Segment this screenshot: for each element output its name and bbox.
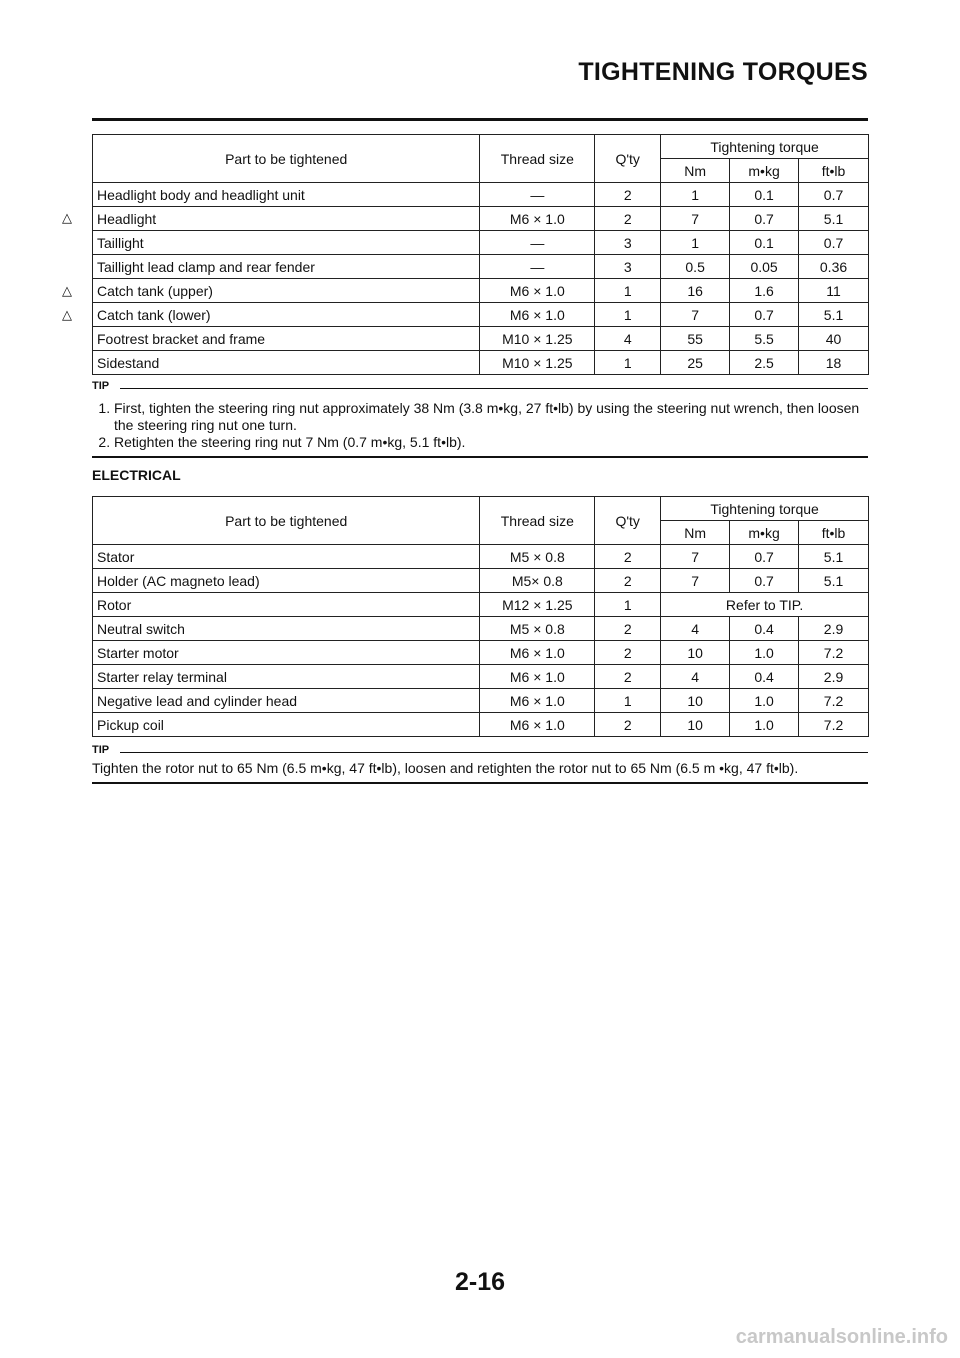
- cell-nm: 16: [661, 279, 730, 303]
- table-row: [93, 183, 869, 207]
- cell-nm: 10: [661, 713, 730, 737]
- table-row: [93, 689, 869, 713]
- cell-part: Holder (AC magneto lead): [93, 569, 480, 593]
- header-mkg: m•kg: [730, 521, 799, 545]
- header-nm: Nm: [661, 521, 730, 545]
- tip-label: TIP: [92, 380, 110, 392]
- section-heading-electrical: ELECTRICAL: [92, 467, 181, 483]
- cell-thread: M5 × 0.8: [480, 617, 595, 641]
- cell-nm: 7: [661, 545, 730, 569]
- cell-thread: M6 × 1.0: [480, 279, 595, 303]
- cell-part: Pickup coil: [93, 713, 480, 737]
- table-row: [93, 545, 869, 569]
- header-torque: Tightening torque: [661, 135, 869, 159]
- cell-qty: 1: [595, 351, 661, 375]
- triangle-mark-icon: △: [62, 282, 72, 298]
- cell-qty: 2: [595, 617, 661, 641]
- cell-nm: 1: [661, 183, 730, 207]
- cell-note: Refer to TIP.: [661, 593, 869, 617]
- cell-part: Stator: [93, 545, 480, 569]
- cell-qty: 2: [595, 545, 661, 569]
- cell-ftlb: 7.2: [799, 689, 869, 713]
- table-row: [93, 303, 869, 327]
- cell-qty: 1: [595, 279, 661, 303]
- header-thread: Thread size: [480, 135, 595, 183]
- cell-qty: 2: [595, 641, 661, 665]
- torque-table-electrical: [92, 496, 869, 737]
- cell-thread: M5× 0.8: [480, 569, 595, 593]
- cell-nm: 4: [661, 617, 730, 641]
- table-row: [93, 351, 869, 375]
- title-rule: [92, 118, 868, 121]
- cell-thread: M6 × 1.0: [480, 713, 595, 737]
- cell-nm: 10: [661, 689, 730, 713]
- header-ftlb: ft•lb: [799, 521, 869, 545]
- cell-part: Negative lead and cylinder head: [93, 689, 480, 713]
- cell-ftlb: 11: [799, 279, 869, 303]
- cell-qty: 1: [595, 303, 661, 327]
- watermark: carmanualsonline.info: [735, 1326, 948, 1348]
- cell-ftlb: 7.2: [799, 713, 869, 737]
- header-torque: Tightening torque: [661, 497, 869, 521]
- cell-mkg: 1.6: [730, 279, 799, 303]
- table-row: [93, 617, 869, 641]
- cell-nm: 0.5: [661, 255, 730, 279]
- cell-qty: 2: [595, 713, 661, 737]
- triangle-mark-icon: △: [62, 210, 72, 226]
- header-part: Part to be tightened: [93, 135, 480, 183]
- cell-mkg: 2.5: [730, 351, 799, 375]
- page-number: 2-16: [454, 1268, 506, 1296]
- table-row: [93, 713, 869, 737]
- cell-part: Taillight: [93, 231, 480, 255]
- cell-ftlb: 0.7: [799, 231, 869, 255]
- cell-part: Sidestand: [93, 351, 480, 375]
- cell-qty: 2: [595, 569, 661, 593]
- cell-qty: 2: [595, 207, 661, 231]
- cell-thread: M6 × 1.0: [480, 665, 595, 689]
- cell-qty: 3: [595, 231, 661, 255]
- table-row: [93, 231, 869, 255]
- tip-end-rule: [92, 782, 868, 784]
- cell-thread: —: [480, 255, 595, 279]
- cell-ftlb: 0.7: [799, 183, 869, 207]
- cell-nm: 7: [661, 303, 730, 327]
- torque-table-general: [92, 134, 869, 375]
- cell-part: Starter relay terminal: [93, 665, 480, 689]
- cell-ftlb: 5.1: [799, 545, 869, 569]
- cell-part: Rotor: [93, 593, 480, 617]
- header-ftlb: ft•lb: [799, 159, 869, 183]
- cell-part: Catch tank (lower): [93, 303, 480, 327]
- cell-mkg: 0.1: [730, 231, 799, 255]
- tip-item: 1. First, tighten the steering ring nut approximately 38 Nm (3.8 m•kg, 27 ft•lb) by using the steering nut wrench, then loosen the steering ring nut one turn.: [114, 400, 869, 434]
- cell-ftlb: 5.1: [799, 207, 869, 231]
- cell-ftlb: 7.2: [799, 641, 869, 665]
- cell-ftlb: 5.1: [799, 303, 869, 327]
- table-row: [93, 279, 869, 303]
- cell-thread: M10 × 1.25: [480, 351, 595, 375]
- cell-thread: M6 × 1.0: [480, 689, 595, 713]
- tip-label: TIP: [92, 744, 110, 756]
- cell-nm: 4: [661, 665, 730, 689]
- cell-qty: 1: [595, 593, 661, 617]
- table-row: [93, 327, 869, 351]
- cell-ftlb: 40: [799, 327, 869, 351]
- table-row: [93, 255, 869, 279]
- cell-qty: 4: [595, 327, 661, 351]
- cell-thread: —: [480, 183, 595, 207]
- table-row: [93, 641, 869, 665]
- tip-rule: [120, 388, 868, 389]
- cell-mkg: 0.4: [730, 665, 799, 689]
- cell-mkg: 1.0: [730, 641, 799, 665]
- page-title: TIGHTENING TORQUES: [578, 58, 868, 86]
- cell-thread: M5 × 0.8: [480, 545, 595, 569]
- table-row: [93, 593, 869, 617]
- cell-thread: —: [480, 231, 595, 255]
- cell-part: Footrest bracket and frame: [93, 327, 480, 351]
- cell-part: Headlight: [93, 207, 480, 231]
- tip-item: 2. Retighten the steering ring nut 7 Nm (0.7 m•kg, 5.1 ft•lb).: [114, 434, 869, 451]
- header-qty: Q'ty: [595, 135, 661, 183]
- table-row: [93, 569, 869, 593]
- cell-ftlb: 2.9: [799, 617, 869, 641]
- cell-nm: 7: [661, 569, 730, 593]
- cell-qty: 1: [595, 689, 661, 713]
- cell-ftlb: 0.36: [799, 255, 869, 279]
- cell-mkg: 0.1: [730, 183, 799, 207]
- cell-thread: M6 × 1.0: [480, 207, 595, 231]
- tip-rule: [120, 752, 868, 753]
- triangle-mark-icon: △: [62, 307, 72, 322]
- header-part: Part to be tightened: [93, 497, 480, 545]
- cell-ftlb: 2.9: [799, 665, 869, 689]
- cell-ftlb: 5.1: [799, 569, 869, 593]
- cell-thread: M6 × 1.0: [480, 303, 595, 327]
- cell-mkg: 1.0: [730, 713, 799, 737]
- cell-part: Neutral switch: [93, 617, 480, 641]
- cell-mkg: 1.0: [730, 689, 799, 713]
- header-nm: Nm: [661, 159, 730, 183]
- header-qty: Q'ty: [595, 497, 661, 545]
- cell-mkg: 0.05: [730, 255, 799, 279]
- cell-thread: M10 × 1.25: [480, 327, 595, 351]
- cell-nm: 25: [661, 351, 730, 375]
- cell-mkg: 0.7: [730, 545, 799, 569]
- cell-qty: 3: [595, 255, 661, 279]
- cell-mkg: 0.7: [730, 303, 799, 327]
- cell-qty: 2: [595, 183, 661, 207]
- cell-mkg: 5.5: [730, 327, 799, 351]
- cell-part: Taillight lead clamp and rear fender: [93, 255, 480, 279]
- cell-part: Catch tank (upper): [93, 279, 480, 303]
- header-mkg: m•kg: [730, 159, 799, 183]
- cell-qty: 2: [595, 665, 661, 689]
- cell-mkg: 0.7: [730, 207, 799, 231]
- cell-mkg: 0.4: [730, 617, 799, 641]
- cell-thread: M12 × 1.25: [480, 593, 595, 617]
- cell-nm: 55: [661, 327, 730, 351]
- cell-thread: M6 × 1.0: [480, 641, 595, 665]
- table-row: [93, 665, 869, 689]
- tip-end-rule: [92, 456, 868, 458]
- tip-text: Tighten the rotor nut to 65 Nm (6.5 m•kg, 47 ft•lb), loosen and retighten the rotor nut to 65 Nm (6.5 m •kg, 47 ft•lb).: [92, 760, 799, 776]
- table-row: [93, 207, 869, 231]
- tip-text: [92, 400, 869, 451]
- cell-part: Starter motor: [93, 641, 480, 665]
- header-thread: Thread size: [480, 497, 595, 545]
- cell-nm: 1: [661, 231, 730, 255]
- cell-ftlb: 18: [799, 351, 869, 375]
- cell-mkg: 0.7: [730, 569, 799, 593]
- cell-part: Headlight body and headlight unit: [93, 183, 480, 207]
- cell-nm: 10: [661, 641, 730, 665]
- cell-nm: 7: [661, 207, 730, 231]
